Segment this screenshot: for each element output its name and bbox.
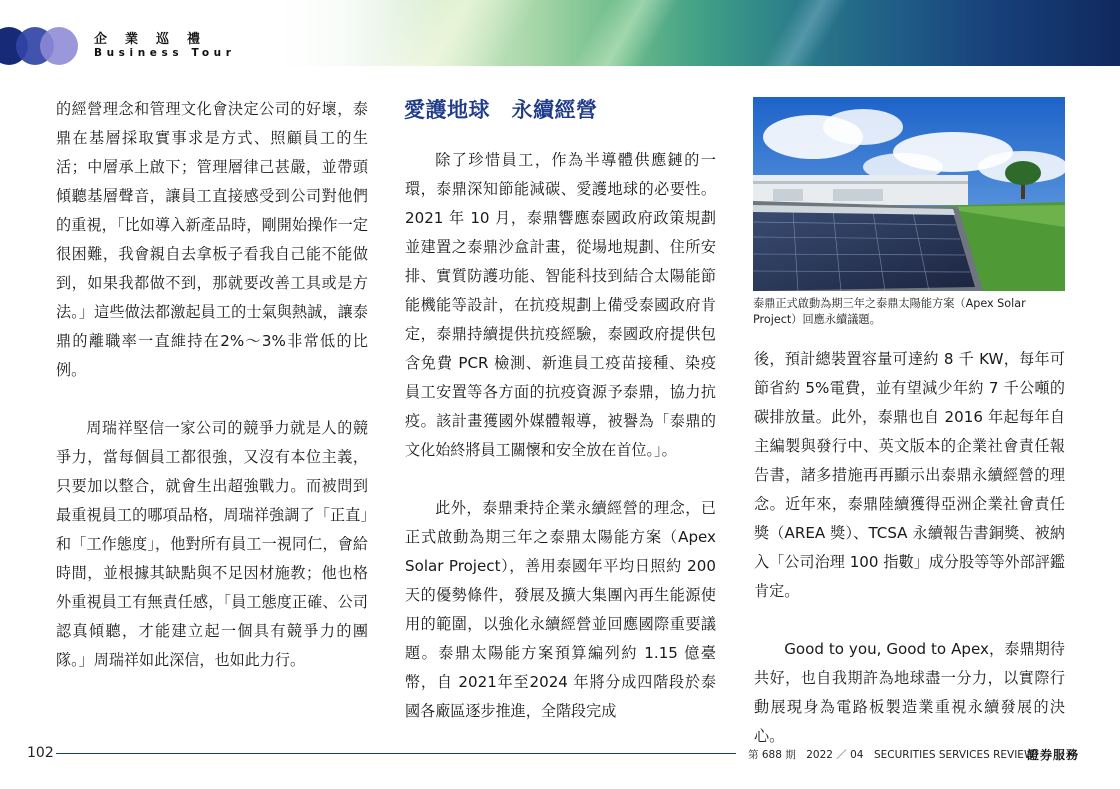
- solar-panel-photo: [753, 97, 1065, 291]
- footer-issue-info: 第 688 期 2022 ／ 04 SECURITIES SERVICES REVIEW: [748, 749, 1035, 761]
- page-number: 102: [27, 745, 54, 761]
- header-decorative-band: [260, 0, 1120, 66]
- text-column-1: [56, 95, 368, 675]
- header-circles-decoration: [0, 27, 80, 66]
- paragraph: 除了珍惜員工，作為半導體供應鏈的一環，泰鼎深知節能減碳、愛護地球的必要性。2021 年 10 月，泰鼎響應泰國政府政策規劃並建置之泰鼎沙盒計畫，從場地規劃、住所安排、實質防護功能、智能科技到結合太陽能節能機能等設計，在抗疫規劃上備受泰國政府肯定，泰鼎持續提供抗疫經驗，泰國政府提供包含免費 PCR 檢測、新進員工疫苗接種、染疫員工安置等各方面的抗疫資源予泰鼎，協力抗疫。該計畫獲國外媒體報導，被譽為「泰鼎的文化始終將員工關懷和安全放在首位。」。: [405, 151, 716, 459]
- section-title: 企業巡禮: [94, 32, 219, 47]
- photo-caption: 泰鼎正式啟動為期三年之泰鼎太陽能方案（Apex Solar Project）回應永續議題。: [753, 297, 1026, 326]
- text-column-2: [405, 146, 716, 726]
- paragraph: Good to you, Good to Apex，泰鼎期待共好，也自我期許為地球盡一分力，以實際行動展現身為電路板製造業重視永續發展的決心。: [754, 640, 1065, 745]
- footer-divider: [56, 753, 736, 754]
- page-header: [0, 0, 1120, 66]
- paragraph: 的經營理念和管理文化會決定公司的好壞，泰鼎在基層採取實事求是方式、照顧員工的生活；中層承上啟下；管理層律己甚嚴，並帶頭傾聽基層聲音，讓員工直接感受到公司對他們的重視，「比如導入新產品時，剛開始操作一定很困難，我會親自去拿板子看我自己能不能做到，如果我都做不到，那就要改善工具或是方法。」這些做法都激起員工的士氣與熱誠，讓泰鼎的離職率一直維持在2%～3%非常低的比例。: [56, 100, 368, 379]
- paragraph: 周瑞祥堅信一家公司的競爭力就是人的競爭力，當每個員工都很強，又沒有本位主義，只要加以整合，就會生出超強戰力。而被問到最重視員工的哪項品格，周瑞祥強調了「正直」和「工作態度」，他對所有員工一視同仁，會給時間，並根據其缺點與不足因材施教；他也格外重視員工有無責任感，「員工態度正確、公司認真傾聽，才能建立起一個具有競爭力的團隊。」周瑞祥如此深信，也如此力行。: [56, 419, 368, 669]
- article-heading: 愛護地球 永續經營: [404, 98, 598, 122]
- text-column-3: [754, 345, 1065, 751]
- section-subtitle: Business Tour: [94, 47, 236, 59]
- paragraph: 後，預計總裝置容量可達約 8 千 KW，每年可節省約 5%電費，並有望減少年約 7 千公噸的碳排放量。此外，泰鼎也自 2016 年起每年自主編製與發行中、英文版本的企業社會責任報告書，諸多措施再再顯示出泰鼎永續經營的理念。近年來，泰鼎陸續獲得亞洲企業社會責任獎（AREA 獎）、TCSA 永續報告書銅獎、被納入「公司治理 100 指數」成分股等等外部評鑑肯定。: [754, 350, 1065, 600]
- paragraph: 此外，泰鼎秉持企業永續經營的理念，已正式啟動為期三年之泰鼎太陽能方案（Apex Solar Project），善用泰國年平均日照約 200 天的優勢條件，發展及擴大集團內再生能源使用的範圍，以強化永續經營並回應國際重要議題。泰鼎太陽能方案預算編列約 1.15 億臺幣，自 2021年至2024 年將分成四階段於泰國各廠區逐步推進，全階段完成: [405, 499, 716, 720]
- footer-brand: 證券服務: [1027, 748, 1080, 762]
